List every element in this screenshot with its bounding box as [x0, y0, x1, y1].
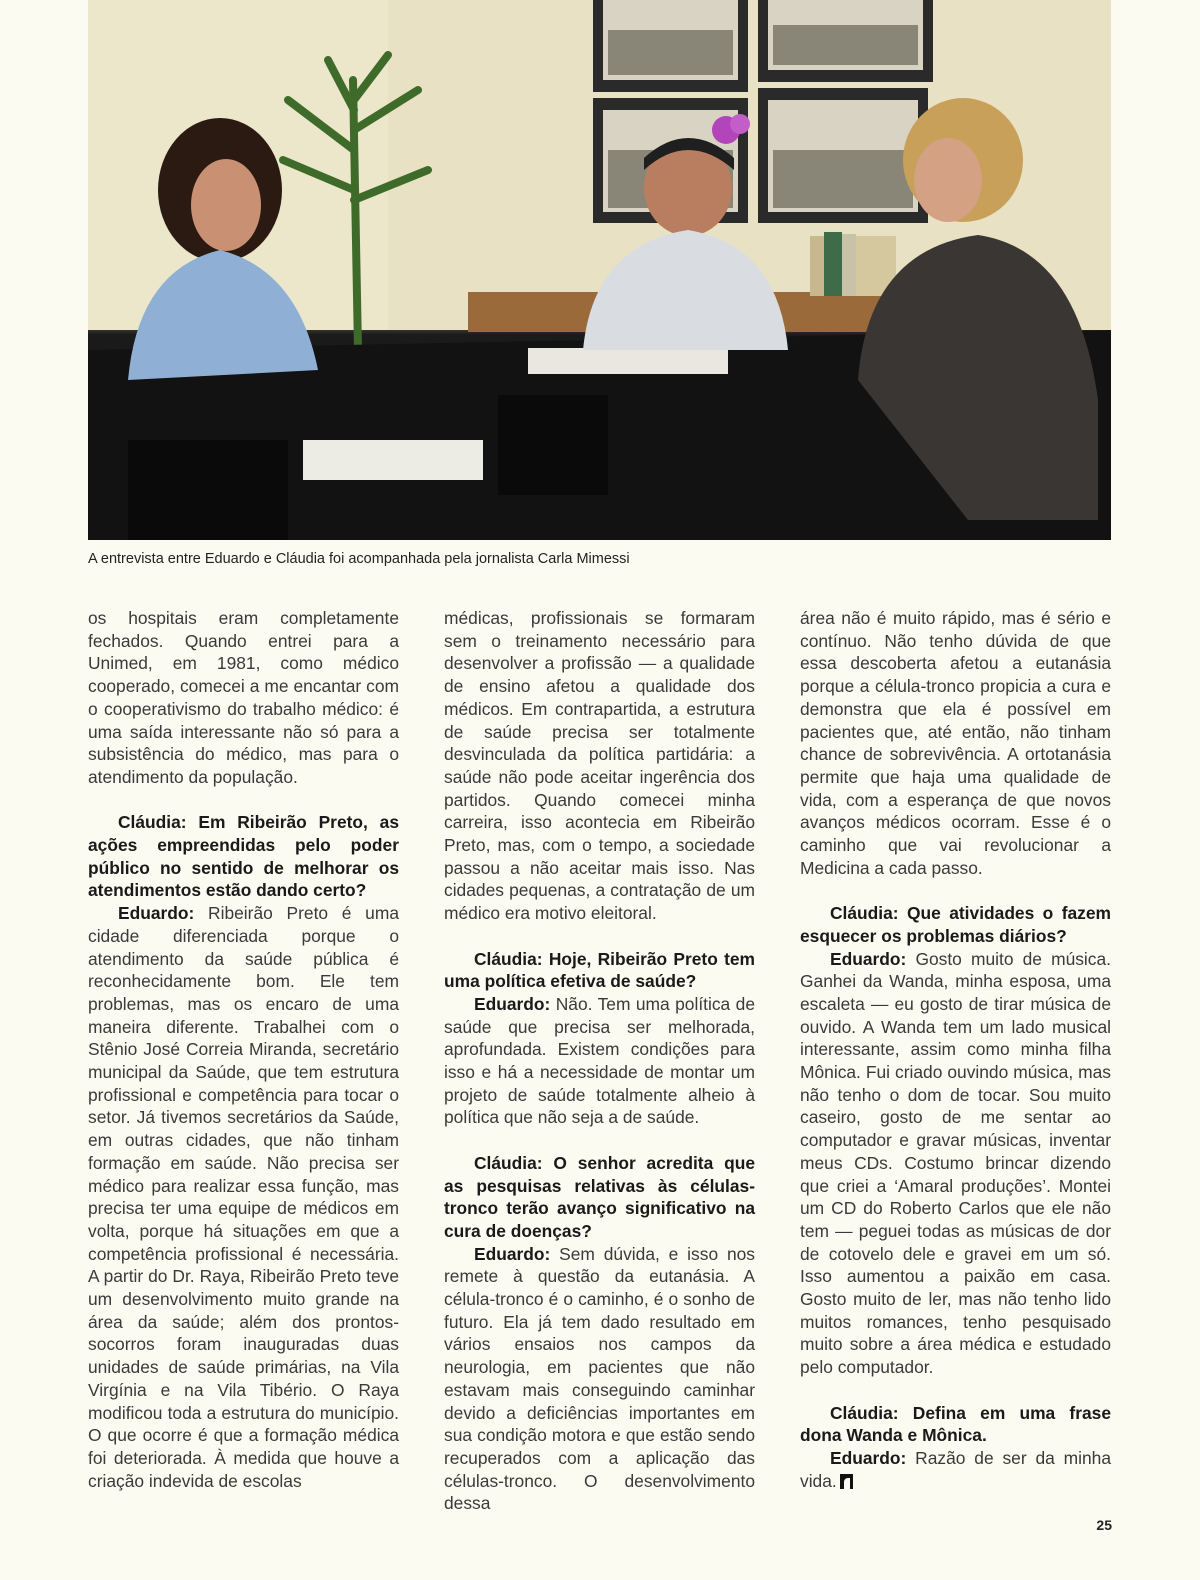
interview-question: Cláudia: Em Ribeirão Preto, as ações empreendidas pelo poder público no sentido de melhorar os atendimentos estão dando certo?	[88, 812, 399, 901]
interview-answer	[800, 1447, 1111, 1492]
speaker-label: Eduardo:	[474, 993, 551, 1014]
paragraph: médicas, profissionais se formaram sem o treinamento necessário para desenvolver a profissão — a qualidade de ensino afetou a qualidade dos médicos. Em contrapartida, a estrutura de saúde precisa ser totalmente desvinculada da política partidária: a saúde não pode aceitar ingerência dos partidos. Quando comecei minha carreira, isso acontecia em Ribeirão Preto, mas, com o tempo, a sociedade passou a não aceitar mais isso. Nas cidades pequenas, a contratação de um médico era motivo eleitoral.	[444, 608, 755, 924]
page-number: 25	[1096, 1517, 1112, 1533]
interview-question: Cláudia: Que atividades o fazem esquecer os problemas diários?	[800, 903, 1111, 946]
interview-answer	[88, 902, 399, 1492]
speaker-label: Eduardo:	[830, 1447, 907, 1468]
end-of-article-icon	[840, 1474, 853, 1489]
interview-answer	[444, 993, 755, 1129]
speaker-label: Eduardo:	[830, 948, 907, 969]
answer-text: Não. Tem uma política de saúde que precisa ser melhorada, aprofundada. Existem condições para isso e há a necessidade de montar um projeto de saúde totalmente alheio à política que não seja a de saúde.	[444, 993, 755, 1128]
interview-answer	[444, 1243, 755, 1515]
speaker-label: Eduardo:	[118, 903, 195, 924]
answer-text: Gosto muito de música. Ganhei da Wanda, minha esposa, uma escaleta — eu gosto de tirar música de ouvido. A Wanda tem um lado musical interessante, assim como minha filha Mônica. Fui criado ouvindo música, mas não tenho o dom de tocar. Sou muito caseiro, gosto de me sentar ao computador e gravar músicas, inventar meus CDs. Costumo brincar dizendo que criei a ‘Amaral produções’. Montei um CD do Roberto Carlos que ele não tem — peguei todas as músicas de dor de cotovelo dele e gravei em um só. Isso aumentou a paixão em casa. Gosto muito de ler, mas não tenho lido muitos romances, tenho pesquisado muito sobre a área médica e estudado pelo computador.	[800, 948, 1111, 1378]
interview-question: Cláudia: Defina em uma frase dona Wanda e Mônica.	[800, 1402, 1111, 1446]
interview-question: Cláudia: Hoje, Ribeirão Preto tem uma política efetiva de saúde?	[444, 948, 755, 992]
paragraph: área não é muito rápido, mas é sério e contínuo. Não tenho dúvida de que essa descoberta afetou a eutanásia porque a célula-tronco propicia a cura e demonstra que ela é possível em pacientes que, até então, não tinham chance de sobrevivência. A ortotanásia permite que haja uma qualidade de vida, com a esperança de que novos avanços médicos ocorram. Esse é o caminho que vai revolucionar a Medicina a cada passo.	[800, 608, 1111, 878]
interview-question: Cláudia: O senhor acredita que as pesquisas relativas às células-tronco terão avanço significativo na cura de doenças?	[444, 1152, 755, 1241]
interview-photo-illustration	[88, 0, 1111, 540]
answer-text: Razão de ser da minha vida.	[800, 1447, 1111, 1491]
speaker-label: Eduardo:	[474, 1243, 551, 1264]
interview-photo	[88, 0, 1111, 540]
text-column-3	[800, 607, 1111, 1492]
text-column-1	[88, 607, 399, 1492]
interview-answer	[800, 948, 1111, 1379]
text-column-2	[444, 607, 755, 1515]
paragraph: os hospitais eram completamente fechados. Quando entrei para a Unimed, em 1981, como médico cooperado, comecei a me encantar com o cooperativismo do trabalho médico: é uma saída interessante não só para a subsistência do médico, mas para o atendimento da população.	[88, 608, 399, 787]
answer-text: Ribeirão Preto é uma cidade diferenciada porque o atendimento da saúde pública é reconhecidamente bom. Ele tem problemas, mas os encaro de uma maneira diferente. Trabalhei com o Stênio José Correia Miranda, secretário municipal da Saúde, que tem estrutura profissional e competência para tocar o setor. Já tivemos secretários da Saúde, em outras cidades, que não tinham formação em saúde. Não precisa ser médico para realizar essa função, mas precisa ter uma equipe de médicos em volta, porque há situações em que a competência profissional é necessária. A partir do Dr. Raya, Ribeirão Preto teve um desenvolvimento muito grande na área da saúde; além dos prontos-socorros foram inauguradas duas unidades de saúde primárias, na Vila Virgínia e na Vila Tibério. O Raya modificou toda a estrutura do município. O que ocorre é que a formação médica foi deteriorada. À medida que houve a criação indevida de escolas	[88, 903, 399, 1491]
photo-caption: A entrevista entre Eduardo e Cláudia foi acompanhada pela jornalista Carla Mimessi	[88, 551, 630, 567]
answer-text: Sem dúvida, e isso nos remete à questão da eutanásia. A célula-tronco é o caminho, é o sonho de futuro. Ela já tem dado resultado em vários ensaios nos campos da neurologia, em pacientes que não estavam mais conseguindo caminhar devido a deficiências importantes em sua condição motora e que estão sendo recuperados com a aplicação das células-tronco. O desenvolvimento dessa	[444, 1243, 755, 1514]
